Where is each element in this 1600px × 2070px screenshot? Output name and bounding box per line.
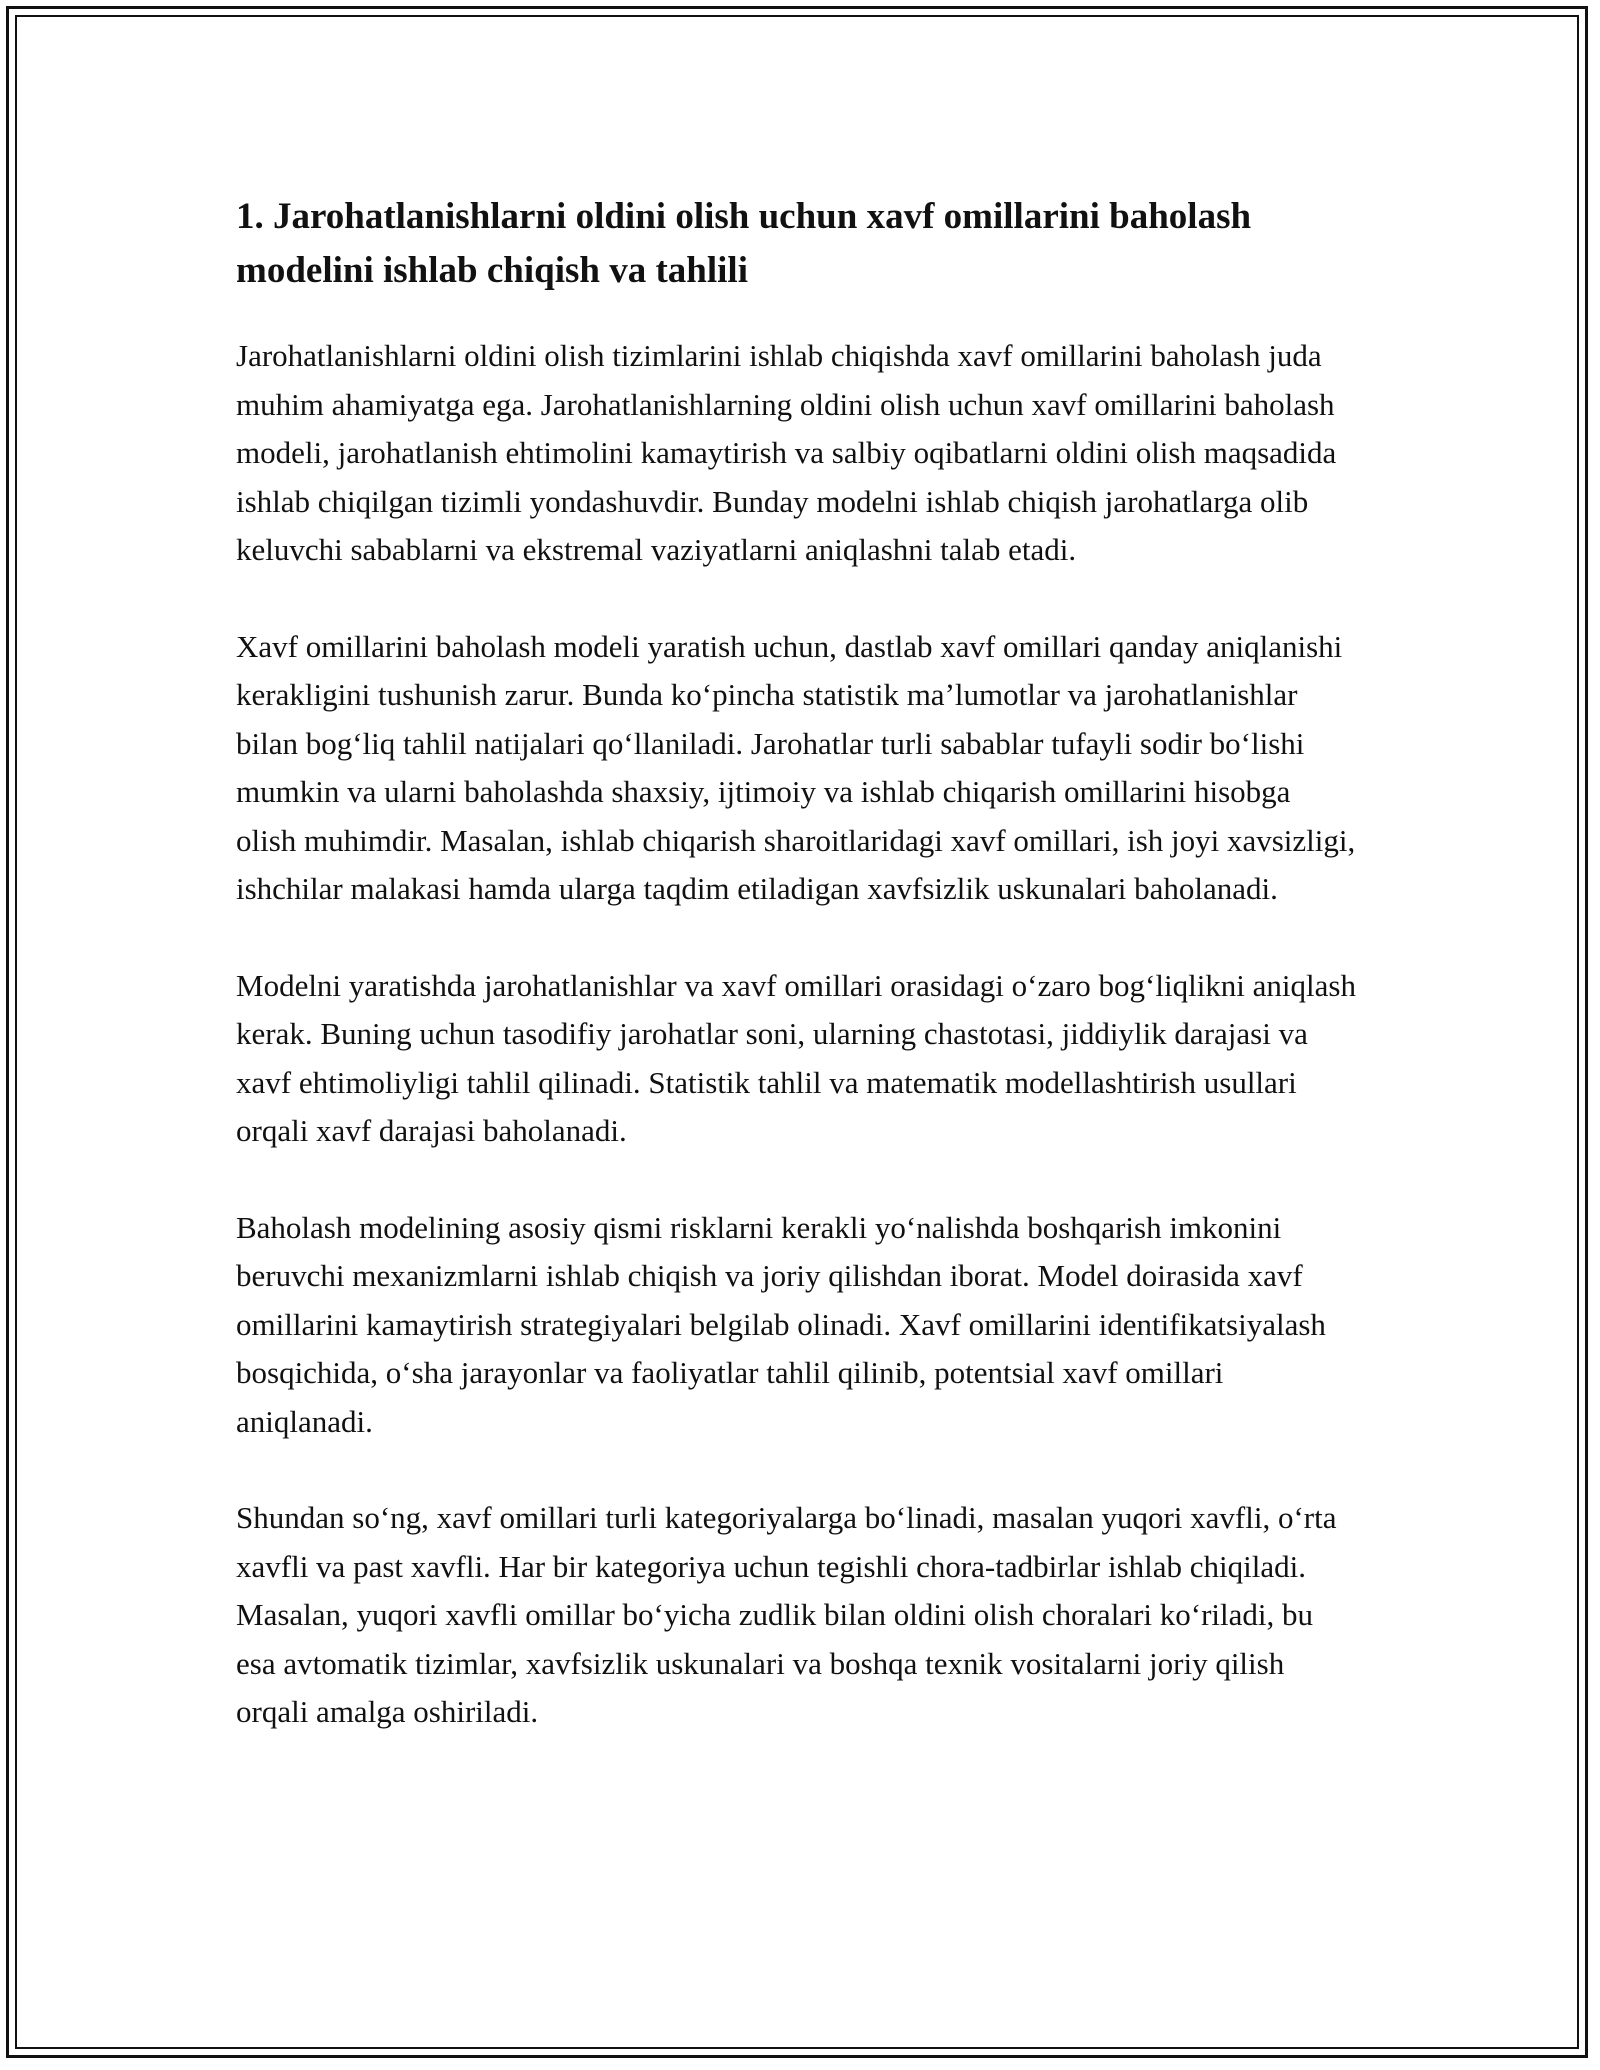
paragraph-3: Modelni yaratishda jarohatlanishlar va xavf omillari orasidagi oʻzaro bogʻliqlikni aniqlash kerak. Buning uchun tasodifiy jarohatlar soni, ularning chastotasi, jiddiylik darajasi va xavf ehtimoliyligi tahlil qilinadi. Statistik tahlil va matematik modellashtirish usullari orqali xavf darajasi baholanadi. <box>236 967 1356 1148</box>
paragraph-4: Baholash modelining asosiy qismi risklarni kerakli yoʻnalishda boshqarish imkonini beruvchi mexanizmlarni ishlab chiqish va joriy qilishdan iborat. Model doirasida xavf omillarini kamaytirish strategiyalari belgilab olinadi. Xavf omillarini identifikatsiyalash bosqichida, oʻsha jarayonlar va faoliyatlar tahlil qilinib, potentsial xavf omillari aniqlanadi. <box>236 1209 1326 1439</box>
section-title: 1. Jarohatlanishlarni oldini olish uchun xavf omillarini baholash modelini ishlab chiqish va tahlili <box>236 196 1252 291</box>
paragraph-2: Xavf omillarini baholash modeli yaratish uchun, dastlab xavf omillari qanday aniqlanishi kerakligini tushunish zarur. Bunda koʻpincha statistik maʼlumotlar va jarohatlanishlar bilan bogʻliq tahlil natijalari qoʻllaniladi. Jarohatlar turli sabablar tufayli sodir boʻlishi mumkin va ularni baholashda shaxsiy, ijtimoiy va ishlab chiqarish omillarini hisobga olish muhimdir. Masalan, ishlab chiqarish sharoitlaridagi xavf omillari, ish joyi xavsizligi, ishchilar malakasi hamda ularga taqdim etiladigan xavfsizlik uskunalari baholanadi. <box>236 628 1356 906</box>
paragraph-5: Shundan soʻng, xavf omillari turli kategoriyalarga boʻlinadi, masalan yuqori xavfli, oʻrta xavfli va past xavfli. Har bir kategoriya uchun tegishli chora-tadbirlar ishlab chiqiladi. Masalan, yuqori xavfli omillar boʻyicha zudlik bilan oldini olish choralari koʻriladi, bu esa avtomatik tizimlar, xavfsizlik uskunalari va boshqa texnik vositalarni joriy qilish orqali amalga oshiriladi. <box>236 1500 1337 1729</box>
paragraph-1: Jarohatlanishlarni oldini olish tizimlarini ishlab chiqishda xavf omillarini baholash juda muhim ahamiyatga ega. Jarohatlanishlarning oldini olish uchun xavf omillarini baholash modeli, jarohatlanish ehtimolini kamaytirish va salbiy oqibatlarni oldini olish maqsadida ishlab chiqilgan tizimli yondashuvdir. Bunday modelni ishlab chiqish jarohatlarga olib keluvchi sabablarni va ekstremal vaziyatlarni aniqlashni talab etadi. <box>236 338 1337 567</box>
document-body <box>236 190 1356 1737</box>
